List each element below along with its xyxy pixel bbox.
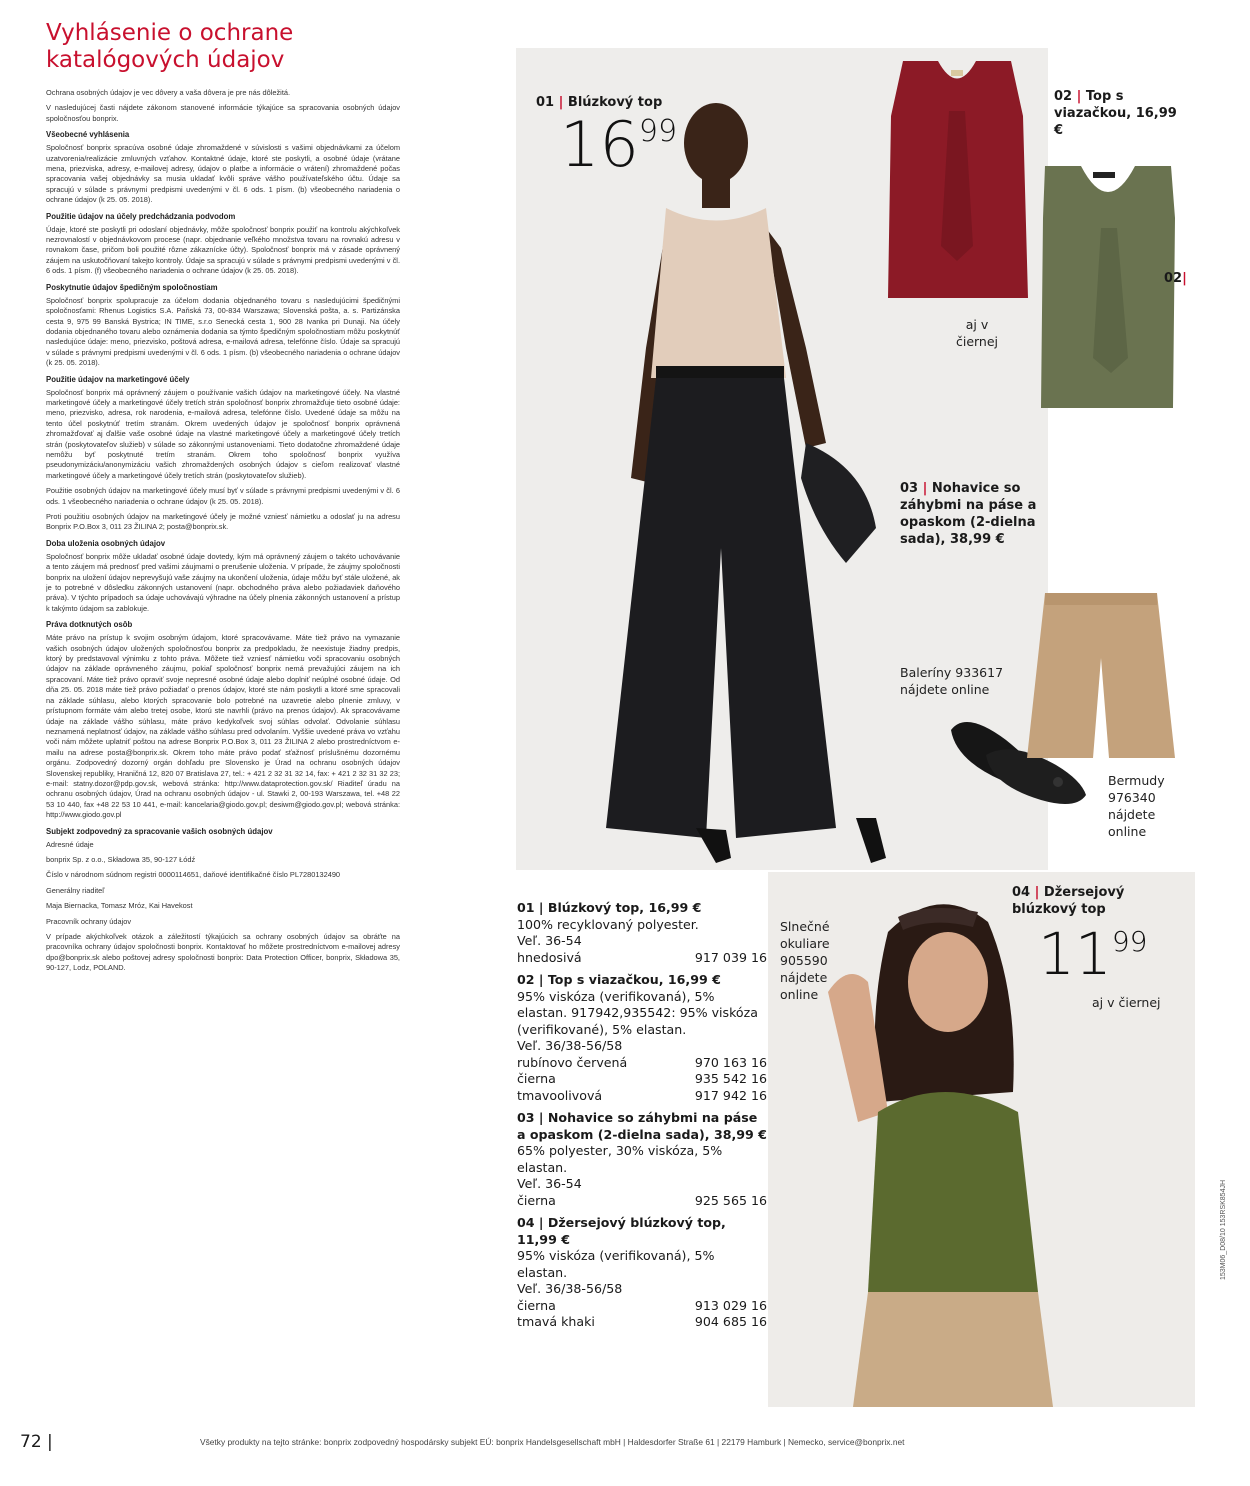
bermuda-note: Bermudy 976340 nájdete online	[1108, 773, 1165, 839]
product-detail-title: 02 | Top s viazačkou, 16,99 €	[517, 972, 721, 987]
color-name: čierna	[517, 1071, 556, 1086]
color-name: rubínovo červená	[517, 1054, 628, 1070]
privacy-section-paragraph: Maja Biernacka, Tomasz Mróz, Kai Havekost	[46, 901, 193, 911]
olive-top-photo	[1033, 158, 1183, 413]
label-04-num: 04	[1012, 885, 1031, 900]
privacy-section-paragraph: Použitie osobných údajov na marketingové účely musí byť v súlade s právnymi predpismi uvedenými v čl. 6 ods. 1 všeobecného nariadenia o ochrane údajov (k 25. 05. 2018).	[46, 486, 400, 506]
article-number: 970 163 16	[694, 1054, 767, 1070]
product-detail-line: 95% viskóza (verifikovaná), 5% elastan.	[517, 1248, 715, 1280]
product-detail-line: 100% recyklovaný polyester.	[517, 916, 699, 932]
sunglasses-note: Slnečné okuliare 905590 nájdete online	[780, 919, 830, 1002]
product-detail-line: Veľ. 36-54	[517, 1176, 582, 1191]
product-detail-line: Veľ. 36/38-56/58	[517, 1281, 623, 1296]
article-number: 925 565 16	[694, 1192, 767, 1208]
product-detail-block	[517, 900, 767, 966]
privacy-body	[46, 88, 400, 974]
privacy-section-paragraph: Generálny riaditeľ	[46, 885, 105, 895]
product-details	[517, 900, 767, 1337]
price-04-dec: 99	[1111, 925, 1148, 958]
product-color-row	[517, 1055, 767, 1072]
product-detail-title: 03 | Nohavice so záhybmi na páse a opaskom (2-dielna sada), 38,99 €	[517, 1110, 767, 1142]
price-01-int: 16	[560, 108, 639, 181]
label-04: 04 | Džersejový blúzkový top	[1012, 885, 1125, 917]
label-02: 02 | Top s viazačkou, 16,99 €	[1054, 89, 1177, 138]
privacy-section-paragraph: Spoločnosť bonprix spracúva osobné údaje zhromaždené v súvislosti s vašimi objednávkami za účelom uzatvorenia/realizácie zmluvných vzťahov. Kontaktné údaje, ktoré ste poskytli, a osobné údaje (vrátane mena, priezviska, adresy, e-mailovej adresy, údajov o platbe a informácie o vrátení) zhromaždené počas spracovania vašej objednávky sa musia ukladať kvôli správe vášho používateľského účtu. Údaje sa spracujú v súlade s právnymi predpismi uvedenými v čl. 6 ods. 1 písm. (b) všeobecného nariadenia o ochrane údajov (k 25. 05. 2018).	[46, 143, 400, 205]
color-name: hnedosivá	[517, 949, 582, 965]
color-name: tmavoolivová	[517, 1087, 603, 1103]
side-code: 153M06_D08/10 153RSK854JH	[1220, 1179, 1227, 1280]
color-name: tmavá khaki	[517, 1314, 595, 1329]
privacy-section-paragraph: Proti použitiu osobných údajov na marketingové účely je možné vzniesť námietku a odoslať ju na adresu Bonprix P.O.Box 3, 011 23 ŽILINA 2; posta@bonprix.sk.	[46, 512, 400, 532]
privacy-section-heading: Všeobecné vyhlásenia	[46, 130, 130, 140]
label-03: 03 | Nohavice so záhybmi na páse a opaskom (2-dielna sada), 38,99 €	[900, 481, 1037, 547]
privacy-section-paragraph: Spoločnosť bonprix spolupracuje za účelom dodania objednaného tovaru s nasledujúcimi špedičnými spoločnosťami: Rhenus Logistics S.A. Paňská 73, 00-834 Warszawa; Slovenská pošta, a. s. Partizánska cesta 9, 975 99 Banská Bystrica; IN TIME, s.r.o Senecká cesta 1, 900 28 Ivanka pri Dunaji. Na účely dodania objednaného tovaru alebo oznámenia dodania sa týmto špedičným spoločnostiam môžu poskytnúť nasledujúce údaje: meno, priezvisko, poštová adresa, e-mailová adresa, telefónne číslo. Údaje sa spracujú v súlade s právnymi predpismi uvedenými v čl. 6 ods. 1 písm. (b) všeobecného nariadenia o ochrane údajov (k 25. 05. 2018).	[46, 295, 400, 368]
price-01-dec: 99	[638, 114, 678, 149]
privacy-section-heading: Doba uloženia osobných údajov	[46, 538, 166, 548]
privacy-section-paragraph: Máte právo na prístup k svojim osobným údajom, ktoré spracovávame. Máte tiež právo na vymazanie vašich osobných údajov uložených spoločnosťou bonprix za predpokladu, že neexistuje žiadny predpis, ktorý by predstavoval výnimku z tohto práva. Môžete tiež vzniesť námietku voči spracovaniu osobných údajov na základe oprávneného záujmu, pokiaľ spoločnosť bonprix nemá prevažujúci záujem na ich spracovaní. Máte tiež právo opraviť svoje nepresné osobné údaje alebo doplniť neúplné osobné údaje. Od dňa 25. 05. 2018 máte tiež právo požiadať o prenos údajov, ktoré ste nám poskytli a ktoré sme spracovali na základe súhlasu, alebo ktorých spracovanie bolo potrebné na uzavretie alebo plnenie zmluvy, v prístupnom formáte vám alebo tretej osobe, ktorú ste navrhli (právo na prenos údajov). Ak spracovávame údaje na základe vášho súhlasu, máte právo kedykoľvek svoj súhlas odvolať. Odvolanie súhlasu neznamená neplatnosť údajov, na základe vášho súhlasu pred odvolaním. Vyššie uvedené práva vo vzťahu voči nám môžete uplatniť poštou na adrese Bonprix P.O.Box 3, 011 23 ŽILINA 2 alebo prostredníctvom e-mailu na adrese posta@bonprix.sk. Okrem toho máte právo podať sťažnosť príslušnému dozornému orgánu. Zodpovedný dozorný orgán dohľadu pre Slovensko je Úrad na ochranu osobných údajov Slovenskej republiky, Hraničná 12, 820 07 Bratislava 27, tel.: + 421 2 32 31 32 14, fax: + 421 2 32 31 32 23; e-mail: statny.dozor@pdp.gov.sk, webová stránka: http://www.dataprotection.gov.sk/ Riaditeľ úradu na ochranu osobných údajov, Úrad na ochranu osobných údajov - ul. Stawki 2, 00-193 Warszawa, tel. +48 22 53 10 440, fax +48 22 53 10 441, e-mail: kancelaria@giodo.gov.pl; desiwm@giodo.gov.pl; webová stránka: http://www.giodo.gov.pl	[46, 633, 400, 820]
note-04-black: aj v čiernej	[1092, 995, 1161, 1010]
note-02-black: aj v čiernej	[955, 317, 999, 349]
product-color-row	[517, 1298, 767, 1315]
label-01-num: 01	[536, 95, 555, 110]
privacy-section-heading: Použitie údajov na účely predchádzania podvodom	[46, 211, 236, 221]
product-detail-line: 95% viskóza (verifikovaná), 5% elastan. 917942,935542: 95% viskóza (verifikované), 5% elastan.	[517, 988, 758, 1037]
price-01	[560, 110, 677, 180]
article-number: 913 029 16	[694, 1297, 767, 1313]
article-number: 917 039 16	[694, 949, 767, 965]
privacy-section-paragraph: Adresné údaje	[46, 839, 94, 849]
product-detail-block	[517, 1215, 767, 1331]
color-name: čierna	[517, 1297, 556, 1313]
privacy-section-heading: Práva dotknutých osôb	[46, 620, 133, 630]
privacy-section-paragraph: Číslo v národnom súdnom registri 0000114651, daňové identifikačné číslo PL7280132490	[46, 870, 341, 880]
label-02-num: 02	[1054, 89, 1073, 104]
product-detail-block	[517, 1110, 767, 1209]
article-number: 935 542 16	[694, 1071, 767, 1086]
bermuda-shorts-illustration	[1027, 588, 1175, 758]
bermuda-shorts-photo	[1027, 588, 1175, 758]
side-label-02: 02|	[1164, 271, 1187, 286]
ballerinas-note: Baleríny 933617 nájdete online	[900, 665, 1004, 697]
price-04	[1038, 922, 1147, 986]
privacy-intro-paragraph: Ochrana osobných údajov je vec dôvery a vaša dôvera je pre nás dôležitá.	[46, 88, 291, 97]
label-01-name: Blúzkový top	[567, 95, 663, 110]
product-color-row	[517, 950, 767, 967]
privacy-statement	[46, 20, 400, 1440]
product-detail-block	[517, 972, 767, 1104]
label-02-name: Top s viazačkou, 16,99 €	[1054, 89, 1177, 138]
product-detail-line: Veľ. 36-54	[517, 933, 582, 948]
privacy-section-paragraph: Pracovník ochrany údajov	[46, 916, 132, 926]
product-detail-line: Veľ. 36/38-56/58	[517, 1038, 623, 1053]
olive-top-illustration	[1033, 158, 1183, 413]
label-04-name: Džersejový blúzkový top	[1012, 885, 1125, 917]
product-color-row	[517, 1071, 767, 1088]
privacy-section-paragraph: Spoločnosť bonprix má oprávnený záujem o používanie vašich údajov na marketingové účely. Na vlastné marketingové účely a marketingové účely tretích strán spoločnosť bonprix zhromažďuje tieto osobné údaje: meno, priezvisko, adresa, rok narodenia, e-mailová adresa, telefónne číslo. Uvedené údaje sa môžu na tento účel poskytnúť tretím stranám. Okrem uvedených údajov je spoločnosť bonprix oprávnená zhromažďovať aj ďalšie vaše osobné údaje na vlastné marketingové účely a marketingové účely tretích strán (poskytovateľov služieb) v súlade so zákonnými ustanoveniami. Tieto dodatočne zhromaždené údaje nemôžu byť poskytnuté tretím stranám. Okrem toho spoločnosť bonprix využíva pseudonymizáciu/anonymizáciu vašich zhromaždených osobných údajov s cieľom realizovať vlastné marketingové účely a marketingové účely tretích strán (poskytovateľov služieb).	[46, 387, 400, 480]
price-04-int: 11	[1038, 920, 1112, 988]
privacy-section-paragraph: Spoločnosť bonprix môže ukladať osobné údaje dovtedy, kým má oprávnený záujem o takéto uchovávanie a tento záujem má prednosť pred vašimi záujmami o prerušenie uloženia. V prípade, že záujmy spoločnosti bonprix na uložení údajov neprevyšujú vaše záujmy na ukončení uloženia, údaje môžu byť stále uložené, ak je to potrebné v dôsledku zákonných ustanovení (napr. obchodného práva alebo požiadaviek daňového práva). V týchto prípadoch sa údaje uchovávajú výhradne na účely plnenia zákonných ustanovení a prístup k takýmto údajom sa zablokuje.	[46, 551, 400, 613]
product-color-row	[517, 1314, 767, 1331]
burgundy-top-illustration	[883, 56, 1031, 301]
product-color-row	[517, 1088, 767, 1105]
product-detail-line: 65% polyester, 30% viskóza, 5% elastan.	[517, 1143, 723, 1175]
label-01: 01 | Blúzkový top	[536, 95, 663, 110]
product-detail-title: 01 | Blúzkový top, 16,99 €	[517, 900, 702, 915]
privacy-section-paragraph: V prípade akýchkoľvek otázok a záležitostí týkajúcich sa ochrany osobných údajov sa obráťte na pracovníka ochrany údajov spoločnosti bonprix. Kontaktovať ho môžete prostredníctvom e-mailovej adresy dpo@bonprix.sk alebo poštovej adresy spoločnosti bonprix: Data Protection Officer, bonprix, Składowa 35, 90-127, Lodz, POLAND.	[46, 932, 400, 973]
privacy-intro-paragraph: V nasledujúcej časti nájdete zákonom stanovené informácie týkajúce sa spracovania osobných údajov spoločnosťou bonprix.	[46, 103, 400, 123]
privacy-section-heading: Použitie údajov na marketingové účely	[46, 374, 190, 384]
privacy-section-heading: Subjekt zodpovedný za spracovanie vašich osobných údajov	[46, 826, 273, 836]
article-number: 904 685 16	[694, 1314, 767, 1329]
label-03-name: Nohavice so záhybmi na páse a opaskom (2-dielna sada), 38,99 €	[900, 481, 1037, 547]
burgundy-top-photo	[883, 56, 1031, 301]
product-detail-title: 04 | Džersejový blúzkový top, 11,99 €	[517, 1215, 726, 1247]
privacy-section-paragraph: bonprix Sp. z o.o., Składowa 35, 90-127 Łódź	[46, 854, 196, 864]
footer-text: Všetky produkty na tejto stránke: bonprix zodpovedný hospodársky subjekt EÚ: bonprix Handelsgesellschaft mbH | Haldesdorfer Straße 61 | 22179 Hamburk | Nemecko, service@bonprix.net	[200, 1437, 905, 1447]
product-color-row	[517, 1193, 767, 1210]
page-number: 72 |	[20, 1432, 53, 1452]
article-number: 917 942 16	[694, 1087, 767, 1103]
label-03-num: 03	[900, 481, 919, 496]
color-name: čierna	[517, 1192, 556, 1208]
privacy-section-heading: Poskytnutie údajov špedičným spoločnostiam	[46, 282, 218, 292]
privacy-section-paragraph: Údaje, ktoré ste poskytli pri odoslaní objednávky, môže spoločnosť bonprix použiť na kontrolu akýchkoľvek nezrovnalostí v objednávkovom procese (napr. objednanie veľkého množstva tovaru na rovnakú adresu v rovnakom čase, pričom boli použité rôzne zákaznícke účty). Spoločnosť bonprix má v zásade oprávnený záujem na uskutočňovaní takejto kontroly. Údaje sa spracujú v súlade s právnymi predpismi uvedenými v čl. 6 ods. 1 písm. (f) všeobecného nariadenia o ochrane údajov (k 25. 05. 2018).	[46, 224, 400, 276]
privacy-title: Vyhlásenie o ochrane katalógových údajov	[46, 20, 294, 73]
